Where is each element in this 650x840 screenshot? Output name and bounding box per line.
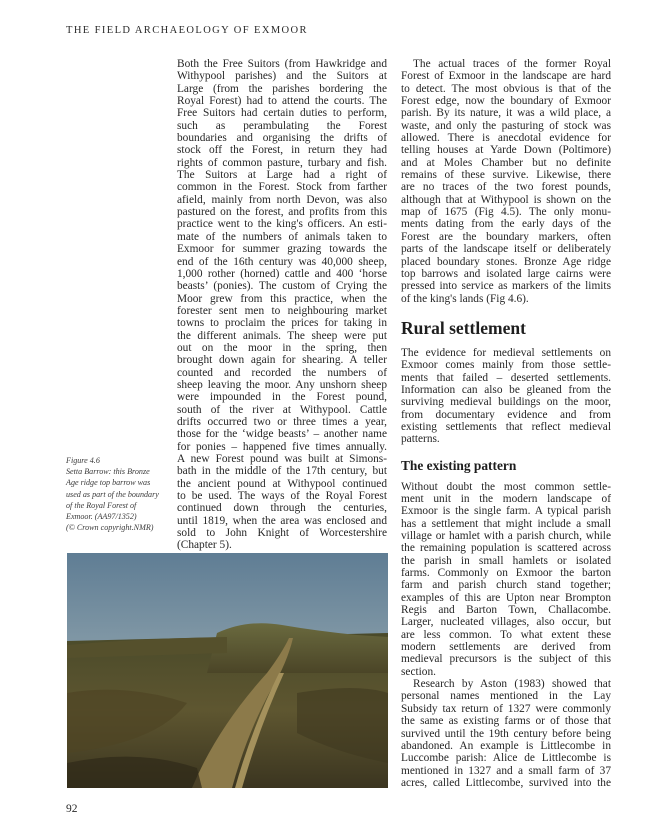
text-line: parts of the landscape itself or deliberately — [401, 243, 611, 256]
text-line: are less common. To what extent these — [401, 628, 611, 641]
text-line: Both the Free Suitors (from Hawkridge and — [177, 58, 387, 70]
text-line: the different animals. The sheep were put — [177, 329, 387, 342]
text-line: Exmoor is the single farm. A typical parish — [401, 505, 611, 518]
text-line: forester sent men to neighbouring market — [177, 304, 387, 317]
text-line: Exmoor comes mainly from those settle- — [401, 359, 611, 372]
text-line: A new Forest pound was built at Simons- — [177, 453, 387, 465]
text-line: Forest are the boundary markers, often — [401, 230, 611, 243]
text-line: Large (from the parishes bordering the — [177, 82, 387, 95]
text-line: those for the ‘widge beasts’ – another name — [177, 428, 387, 441]
text-line: Setta Barrow: this Bronze — [66, 467, 150, 477]
text-line: (Chapter 5). — [177, 539, 232, 552]
text-line: such as perambulating the Forest — [177, 119, 387, 132]
text-line: beasts’ (ponies). The custom of Crying the — [177, 280, 387, 293]
text-line: counted and recorded the numbers of — [177, 366, 387, 379]
text-line: Research by Aston (1983) showed that — [413, 678, 611, 691]
text-line: the ancient pound at Withypool continued — [177, 477, 387, 490]
text-line: The evidence for medieval settlements on — [401, 346, 611, 359]
text-line: telling houses at Yarde Down (Poltimore) — [401, 144, 611, 157]
text-line: Age ridge top barrow was — [66, 478, 151, 488]
text-line: parish. By its nature, it was a wild place, a — [401, 107, 611, 120]
text-line: ment unit in the modern landscape of — [401, 492, 611, 505]
text-line: medieval precursors is the subject of this — [401, 653, 611, 666]
figure-photo-setta-barrow — [67, 553, 388, 788]
running-head: THE FIELD ARCHAEOLOGY OF EXMOOR — [66, 25, 308, 36]
text-line: although that at Withypool is shown on the — [401, 193, 611, 206]
body-paragraph — [401, 58, 611, 305]
text-line: remains of these survive. Likewise, there — [401, 169, 611, 182]
text-line: (© Crown copyright.NMR) — [66, 523, 154, 533]
text-line: Without doubt the most common settle- — [401, 480, 611, 493]
text-line: examples of this are Upton near Brompton — [401, 591, 611, 604]
text-line: Royal Forest) had to attend the courts. The — [177, 95, 387, 108]
text-line: of the king's lands (Fig 4.6). — [401, 292, 529, 305]
text-line: modern settlements are derived from — [401, 641, 611, 654]
text-line: ments dating from the early days of the — [401, 218, 611, 231]
text-line: for ponies – happened five times annually. — [177, 440, 387, 453]
text-line: Larger, nucleated villages, also occur, but — [401, 616, 611, 629]
text-line: pastured on the forest, and profits from this — [177, 206, 387, 219]
text-line: practice went to the king's officers. An esti- — [177, 218, 387, 231]
text-line: map of 1675 (Fig 4.5). The only monu- — [401, 206, 611, 219]
text-line: Subsidy tax return of 1327 were commonly — [401, 702, 611, 715]
text-line: Withypool parishes) and the Suitors at — [177, 70, 387, 83]
text-line: surviving medieval buildings on the moor, — [401, 396, 611, 409]
text-line: Luccombe parish: Alice de Littlecombe is — [401, 752, 611, 765]
text-line: used as part of the boundary — [66, 489, 159, 499]
text-line: sold to John Knight of Worcestershire — [177, 527, 387, 540]
text-line: Forest of Exmoor in the landscape are hard — [401, 70, 611, 83]
body-paragraph — [177, 58, 387, 552]
text-line: Forest edge, now the boundary of Exmoor — [401, 95, 611, 108]
text-line: mate of the numbers of animals taken to — [177, 230, 387, 243]
text-line: boundaries and organising the drifts of — [177, 132, 387, 145]
text-line: sheep leaving the moor. Any unshorn sheep — [177, 378, 387, 391]
text-line: pressed into service as markers of the limits — [401, 280, 611, 293]
text-line: afield, mainly from north Devon, was also — [177, 193, 387, 206]
text-line: section. — [401, 665, 436, 678]
text-line: top barrows and isolated large cairns were — [401, 267, 611, 280]
text-line: the same as existing farms or of those that — [401, 715, 611, 728]
text-line: continued down through the centuries, — [177, 502, 387, 515]
text-line: are no traces of the two forest pounds, — [401, 181, 611, 194]
text-line: of the Royal Forest of — [66, 500, 137, 510]
text-line: end of the 16th century was 40,000 sheep, — [177, 255, 387, 268]
text-line: placed boundary stones. Bronze Age ridge — [401, 255, 611, 268]
text-line: Regis and Barton Town, Challacombe. — [401, 604, 611, 617]
text-line: the parish in small hamlets or isolated — [401, 554, 611, 567]
figure-caption — [66, 455, 168, 533]
text-line: 1,000 rother (horned) cattle and 400 ‘horse — [177, 267, 387, 280]
text-line: farm and parish church stand together; — [401, 579, 611, 592]
text-line: until 1819, when the area was enclosed and — [177, 514, 387, 527]
text-line: survived until the 19th century before being — [401, 727, 611, 740]
text-line: were impounded in the Forest pound, — [177, 391, 387, 404]
text-line: The Suitors at Large had a right of — [177, 169, 387, 182]
text-line: has a settlement that might include a small — [401, 517, 611, 530]
text-line: Exmoor for summer grazing towards the — [177, 243, 387, 256]
text-line: and at Moles Chamber but no definite — [401, 156, 611, 169]
text-line: ments that failed – deserted settlements. — [401, 371, 611, 384]
text-line: brought down again for shearing. A teller — [177, 354, 387, 367]
text-line: waste, and only the pasturing of stock was — [401, 119, 611, 132]
text-line: Moor grew from this practice, when the — [177, 292, 387, 305]
text-line: drifts occurred two or three times a year, — [177, 415, 387, 428]
text-line: to detect. The most obvious is that of the — [401, 82, 611, 95]
text-line: The actual traces of the former Royal — [413, 58, 611, 70]
text-line: south of the river at Withypool. Cattle — [177, 403, 387, 416]
text-line: allowed. There is anecdotal evidence for — [401, 132, 611, 145]
text-line: personal names mentioned in the Lay — [401, 690, 611, 703]
page-number: 92 — [66, 803, 78, 815]
text-line: abandoned. An example is Littlecombe in — [401, 739, 611, 752]
subsection-heading: The existing pattern — [401, 457, 517, 473]
text-line: existing settlements that reflect medieval — [401, 420, 611, 433]
text-line: out on the moor in the spring, then — [177, 341, 387, 354]
body-paragraph — [401, 678, 611, 789]
text-line: Free Suitors had certain duties to perform, — [177, 107, 387, 120]
text-line: from documentary evidence and from — [401, 408, 611, 421]
body-paragraph — [401, 481, 611, 679]
section-heading: Rural settlement — [401, 317, 526, 338]
text-line: rights of common pasture, turbary and fish. — [177, 156, 387, 169]
text-line: Exmoor. (AA97/1352) — [66, 512, 137, 522]
text-line: acres, called Littlecombe, survived into the — [401, 776, 611, 789]
text-line: common in the Forest. Stock from farther — [177, 181, 387, 194]
body-paragraph — [401, 347, 611, 446]
text-line: Information can also be gleaned from the — [401, 383, 611, 396]
text-line: towns to proclaim the prices for taking in — [177, 317, 387, 330]
text-line: stock off the Forest, in return they had — [177, 144, 387, 157]
text-line: Figure 4.6 — [66, 456, 100, 465]
column-middle — [177, 58, 387, 552]
text-line: village or hamlet with a parish church, while — [401, 530, 611, 542]
text-line: farms. Commonly on Exmoor the barton — [401, 567, 611, 580]
column-right — [401, 58, 611, 789]
text-line: the remaining population is scattered across — [401, 542, 611, 555]
text-line: patterns. — [401, 433, 440, 446]
text-line: mentioned in 1327 and a small farm of 37 — [401, 764, 611, 777]
text-line: bath in the middle of the 17th century, but — [177, 465, 387, 478]
text-line: to be used. The ways of the Royal Forest — [177, 490, 387, 503]
